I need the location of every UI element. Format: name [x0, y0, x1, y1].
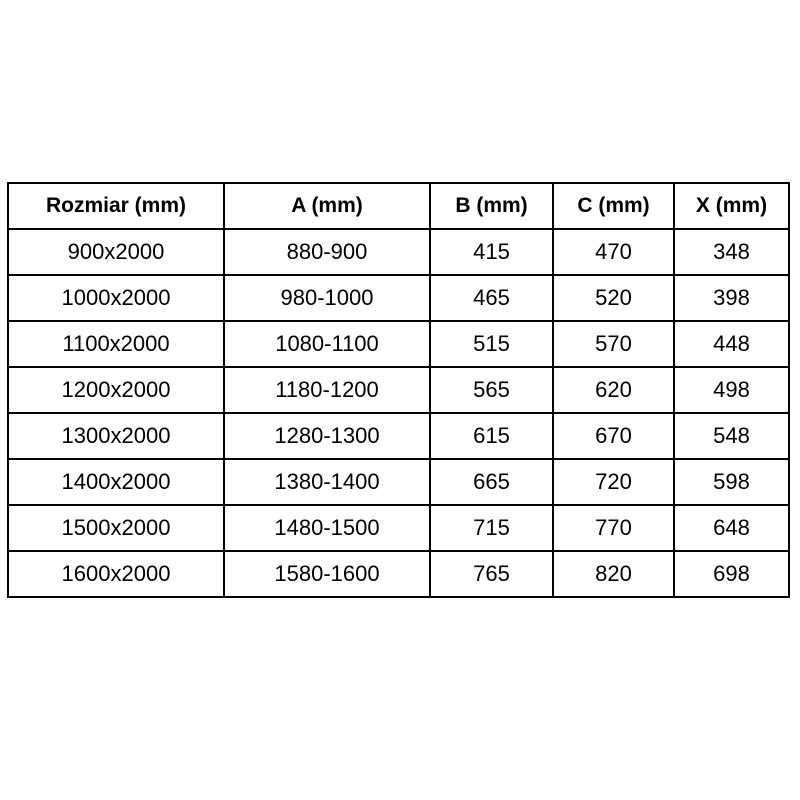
- table-cell-rozmiar: 1300x2000: [8, 413, 224, 459]
- table-cell-b: 415: [430, 229, 553, 275]
- table-row: [8, 321, 789, 367]
- table-cell-a: 880-900: [224, 229, 430, 275]
- table-cell-a: 1480-1500: [224, 505, 430, 551]
- table-row: [8, 459, 789, 505]
- table-cell-c: 520: [553, 275, 674, 321]
- table-cell-x: 448: [674, 321, 789, 367]
- table-cell-x: 548: [674, 413, 789, 459]
- table-cell-a: 980-1000: [224, 275, 430, 321]
- table-cell-x: 398: [674, 275, 789, 321]
- table-row: [8, 505, 789, 551]
- table-cell-rozmiar: 1100x2000: [8, 321, 224, 367]
- table-cell-c: 620: [553, 367, 674, 413]
- table-cell-b: 565: [430, 367, 553, 413]
- table-cell-rozmiar: 1200x2000: [8, 367, 224, 413]
- table-cell-a: 1280-1300: [224, 413, 430, 459]
- table-cell-c: 570: [553, 321, 674, 367]
- table-cell-a: 1580-1600: [224, 551, 430, 597]
- table-cell-b: 465: [430, 275, 553, 321]
- column-header-b: B (mm): [430, 183, 553, 229]
- table-cell-x: 598: [674, 459, 789, 505]
- table-row: [8, 413, 789, 459]
- table-cell-a: 1180-1200: [224, 367, 430, 413]
- table-row: [8, 229, 789, 275]
- table-cell-x: 498: [674, 367, 789, 413]
- column-header-c: C (mm): [553, 183, 674, 229]
- column-header-rozmiar: Rozmiar (mm): [8, 183, 224, 229]
- table-cell-a: 1380-1400: [224, 459, 430, 505]
- table-cell-b: 515: [430, 321, 553, 367]
- table-cell-c: 770: [553, 505, 674, 551]
- table-cell-rozmiar: 1500x2000: [8, 505, 224, 551]
- table-body: [8, 229, 789, 597]
- column-header-a: A (mm): [224, 183, 430, 229]
- table-cell-rozmiar: 1600x2000: [8, 551, 224, 597]
- table-cell-rozmiar: 900x2000: [8, 229, 224, 275]
- table-cell-a: 1080-1100: [224, 321, 430, 367]
- table-cell-rozmiar: 1000x2000: [8, 275, 224, 321]
- table-row: [8, 551, 789, 597]
- table-cell-b: 715: [430, 505, 553, 551]
- table-cell-b: 615: [430, 413, 553, 459]
- table-row: [8, 275, 789, 321]
- column-header-x: X (mm): [674, 183, 789, 229]
- table-cell-b: 765: [430, 551, 553, 597]
- table-cell-c: 820: [553, 551, 674, 597]
- table-cell-b: 665: [430, 459, 553, 505]
- table-header-row: [8, 183, 789, 229]
- table-cell-x: 698: [674, 551, 789, 597]
- size-spec-table: [7, 182, 790, 598]
- table-cell-c: 720: [553, 459, 674, 505]
- table-cell-x: 648: [674, 505, 789, 551]
- table-cell-x: 348: [674, 229, 789, 275]
- table-cell-rozmiar: 1400x2000: [8, 459, 224, 505]
- table-cell-c: 670: [553, 413, 674, 459]
- table-cell-c: 470: [553, 229, 674, 275]
- table-row: [8, 367, 789, 413]
